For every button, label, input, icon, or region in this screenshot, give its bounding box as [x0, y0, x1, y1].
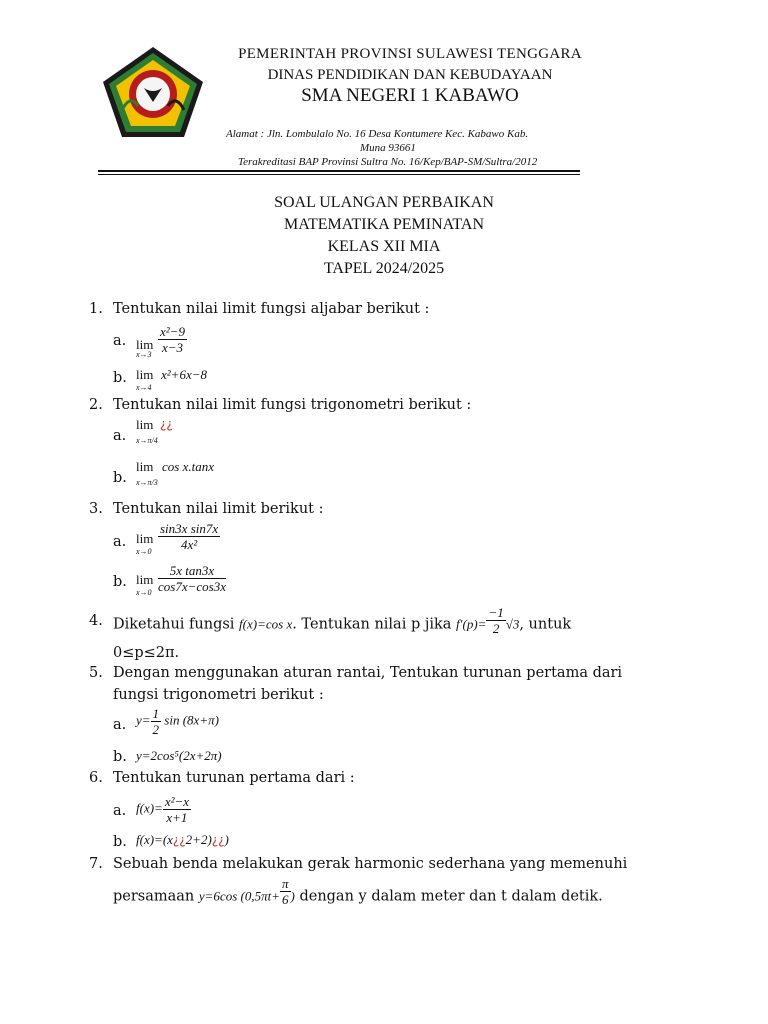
q5b-expression: y=2cos⁵(2x+2π): [136, 748, 222, 763]
q6b-label: b.: [113, 834, 127, 850]
q3a-label: a.: [113, 534, 127, 550]
q2b-label: b.: [113, 470, 127, 486]
q1b-label: b.: [113, 370, 127, 386]
q7-text-line2: persamaan y=6cos (0,5πt+ $\frac{\pi}{6}$ ) dengan y dalam meter dan t dalam detik.: [113, 876, 603, 907]
q1-number: 1.: [89, 301, 103, 317]
q2a-lim-sub: x→π/4: [136, 436, 158, 445]
header-postal: Muna 93661: [360, 142, 416, 154]
q6a-expression: f(x)= $\frac{\text{x²−x}}{x+1}$: [136, 794, 190, 825]
q1b-lim: lim: [136, 367, 154, 382]
header-address: Alamat : Jln. Lombulalo No. 16 Desa Kontumere Kec. Kabawo Kab.: [226, 128, 529, 140]
exam-subject: MATEMATIKA PEMINATAN: [283, 216, 485, 233]
q3b-label: b.: [113, 574, 127, 590]
q1a-lim: lim: [136, 337, 154, 352]
q7-number: 7.: [89, 856, 103, 872]
q3b-lim: lim: [136, 572, 154, 587]
q2-number: 2.: [89, 397, 103, 413]
q7-text-line1: Sebuah benda melakukan gerak harmonic sederhana yang memenuhi: [113, 856, 628, 872]
q2-text: Tentukan nilai limit fungsi trigonometri berikut :: [113, 397, 472, 413]
q4-number: 4.: [89, 613, 103, 629]
q3b-fraction: $\frac{\text{5x tan3x}}{\cos 7x-\cos 3x}$: [158, 563, 226, 594]
q5a-label: a.: [113, 717, 127, 733]
q6a-label: a.: [113, 803, 127, 819]
q5-number: 5.: [89, 665, 103, 681]
header-school-name: SMA NEGERI 1 KABAWO: [301, 85, 519, 106]
q3a-lim: lim: [136, 531, 154, 546]
exam-class: KELAS XII MIA: [327, 238, 441, 255]
q6-text: Tentukan turunan pertama dari :: [113, 770, 355, 786]
q2a-expression: ¿¿: [160, 417, 173, 431]
q6-number: 6.: [89, 770, 103, 786]
q2b-expression: cos x.tanx: [162, 459, 214, 474]
exam-title: SOAL ULANGAN PERBAIKAN: [274, 194, 494, 211]
q1b-lim-sub: x→4: [136, 383, 152, 392]
q6b-expression: f(x)=(x¿¿2+2)¿¿): [136, 832, 229, 847]
header-government: PEMERINTAH PROVINSI SULAWESI TENGGARA: [238, 46, 582, 62]
q5b-label: b.: [113, 749, 127, 765]
q5-text-line2: fungsi trigonometri berikut :: [113, 687, 324, 703]
q3b-lim-sub: x→0: [136, 588, 152, 597]
header-accreditation: Terakreditasi BAP Provinsi Sultra No. 16/Kep/BAP-SM/Sultra/2012: [238, 156, 538, 168]
exam-year: TAPEL 2024/2025: [323, 260, 445, 277]
q5a-expression: y= $\frac{1}{2}$ sin (8x+π): [136, 706, 219, 737]
q1a-lim-sub: x→3: [136, 350, 152, 359]
q2b-lim: lim: [136, 459, 154, 474]
header-department: DINAS PENDIDIKAN DAN KEBUDAYAAN: [267, 67, 553, 83]
q1a-fraction: $\frac{\text{x²−9}}{x-3}$: [160, 324, 185, 355]
header-divider-thin: [98, 174, 580, 175]
q1b-expression: x²+6x−8: [161, 367, 207, 382]
q1a-label: a.: [113, 333, 127, 349]
q4-domain: 0≤p≤2π.: [113, 645, 180, 661]
q3-number: 3.: [89, 501, 103, 517]
q2a-lim: lim: [136, 417, 154, 432]
q3a-lim-sub: x→0: [136, 547, 152, 556]
q2a-label: a.: [113, 428, 127, 444]
q4-text: Diketahui fungsi f(x)=cos x. Tentukan nilai p jika f′(p)= $\frac{-1}{2}$ √3, untuk: [113, 605, 572, 636]
header-divider: [98, 170, 580, 172]
q5-text-line1: Dengan menggunakan aturan rantai, Tentukan turunan pertama dari: [113, 665, 623, 681]
q1-text: Tentukan nilai limit fungsi aljabar berikut :: [113, 301, 430, 317]
school-logo: [100, 44, 206, 140]
q2b-lim-sub: x→π/3: [136, 478, 158, 487]
q3a-fraction: $\frac{\text{sin3x sin7x}}{\text{4x²}}$: [160, 521, 219, 552]
q3-text: Tentukan nilai limit berikut :: [113, 501, 324, 517]
